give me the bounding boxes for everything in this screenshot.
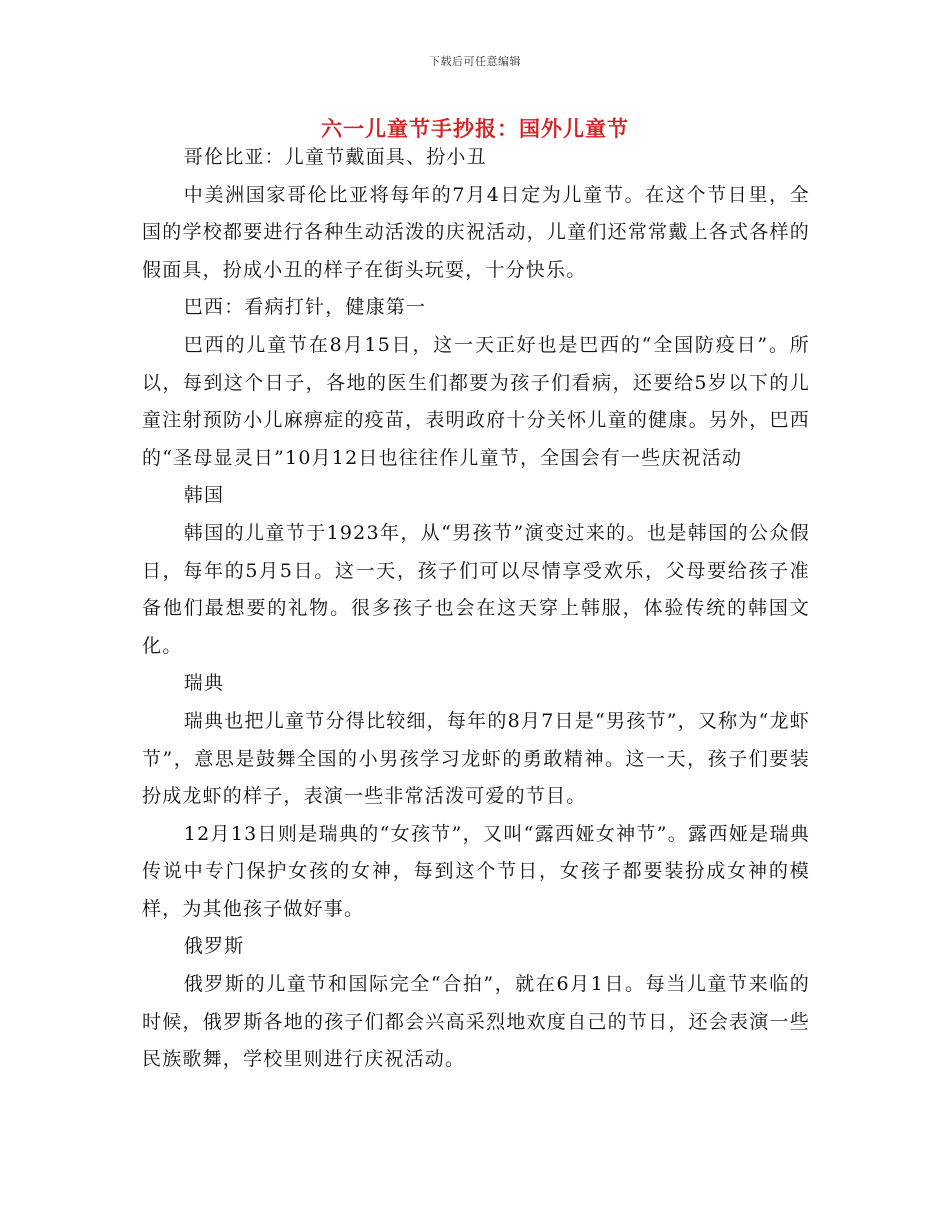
section-heading-korea: 韩国	[183, 484, 225, 507]
document-title: 六一儿童节手抄报：国外儿童节	[321, 117, 629, 141]
paragraph-brazil: 巴西的儿童节在8月15日，这一天正好也是巴西的“全国防疫日”。所以，每到这个日子，各地的医生们都要为孩子们看病，还要给5岁以下的儿童注射预防小儿麻痹症的疫苗，表明政府十分关怀儿童的健康。另外，巴西的“圣母显灵日”10月12日也往往作儿童节，全国会有一些庆祝活动	[142, 333, 810, 469]
paragraph-sweden-girls: 12月13日则是瑞典的“女孩节”，又叫“露西娅女神节”。露西娅是瑞典传说中专门保护女孩的女神，每到这个节日，女孩子都要装扮成女神的模样，为其他孩子做好事。	[142, 822, 810, 920]
section-heading-sweden: 瑞典	[183, 672, 225, 695]
section-heading-brazil: 巴西：看病打针，健康第一	[183, 296, 427, 319]
paragraph-colombia: 中美洲国家哥伦比亚将每年的7月4日定为儿童节。在这个节日里，全国的学校都要进行各种生动活泼的庆祝活动，儿童们还常常戴上各式各样的假面具，扮成小丑的样子在街头玩耍，十分快乐。	[142, 183, 810, 281]
section-heading-russia: 俄罗斯	[183, 935, 245, 958]
section-heading-colombia: 哥伦比亚：儿童节戴面具、扮小丑	[183, 146, 487, 168]
document-body	[142, 139, 810, 1079]
paragraph-korea: 韩国的儿童节于1923年，从“男孩节”演变过来的。也是韩国的公众假日，每年的5月5日。这一天，孩子们可以尽情享受欢乐，父母要给孩子准备他们最想要的礼物。很多孩子也会在这天穿上韩服，体验传统的韩国文化。	[142, 521, 810, 657]
paragraph-sweden-boys: 瑞典也把儿童节分得比较细，每年的8月7日是“男孩节”，又称为“龙虾节”，意思是鼓舞全国的小男孩学习龙虾的勇敢精神。这一天，孩子们要装扮成龙虾的样子，表演一些非常活泼可爱的节目。	[142, 709, 810, 808]
header-note: 下载后可任意编辑	[429, 55, 521, 68]
paragraph-russia: 俄罗斯的儿童节和国际完全“合拍”，就在6月1日。每当儿童节来临的时候，俄罗斯各地的孩子们都会兴高采烈地欢度自己的节日，还会表演一些民族歌舞，学校里则进行庆祝活动。	[142, 973, 810, 1071]
